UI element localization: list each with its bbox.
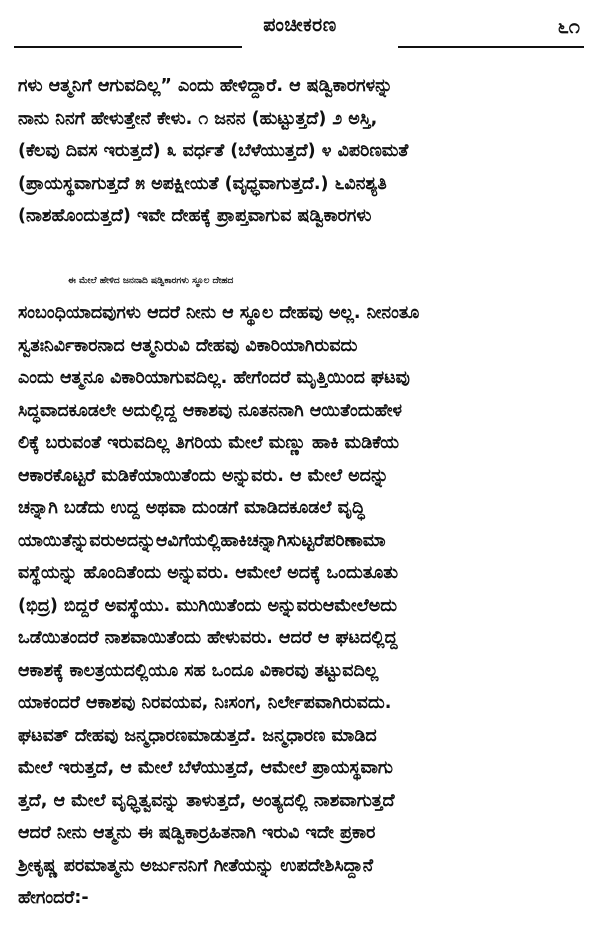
text-line: ಯಾಕಂದರೆ ಆಕಾಶವು ನಿರವಯವ, ನಿಃಸಂಗ, ನಿರ್ಲೇಪವಾಗಿರುವದು. xyxy=(18,693,392,713)
text-line: ತ್ತದೆ, ಆ ಮೇಲೆ ವೃಧ್ಧಿತ್ವವನ್ನು ತಾಳುತ್ತದೆ, ಅಂತ್ಯದಲ್ಲಿ ನಾಶವಾಗುತ್ತದೆ xyxy=(18,790,395,811)
text-line: ಈ ಮೇಲೆ ಹೇಳಿದ ಜನನಾದಿ ಷಡ್ವಿಕಾರಗಳು ಸ್ಥೂಲ ದೇಹದ xyxy=(68,275,234,286)
paragraph-2 xyxy=(18,265,584,915)
text-line: ನಾನು ನಿನಗೆ ಹೇಳುತ್ತೇನೆ ಕೇಳು. ೧ ಜನನ (ಹುಟ್ಟುತ್ತದೆ) ೨ ಅಸ್ತಿ, xyxy=(18,108,378,129)
body-text xyxy=(18,70,584,915)
page-number: ೬೧ xyxy=(557,14,580,38)
text-line: ಸಿದ್ಧವಾದಕೂಡಲೇ ಅದುಲ್ಲಿದ್ದ ಆಕಾಶವು ನೂತನನಾಗಿ ಆಯಿತೆಂದುಹೇಳ xyxy=(18,400,403,421)
text-line: ಒಡೆಯಿತಂದರೆ ನಾಶವಾಯಿತೆಂದು ಹೇಳುವರು. ಆದರೆ ಆ ಘಟದಲ್ಲಿದ್ದ xyxy=(18,628,398,648)
text-line: ಸಂಬಂಧಿಯಾದವುಗಳು ಆದರೆ ನೀನು ಆ ಸ್ಥೂಲ ದೇಹವು ಅಲ್ಲ. ನೀನಂತೂ xyxy=(18,303,420,323)
text-line: (ನಾಶಹೊಂದುತ್ತದೆ) ಇವೇ ದೇಹಕ್ಕೆ ಪ್ರಾಪ್ತವಾಗುವ ಷಡ್ವಿಕಾರಗಳು xyxy=(18,206,372,226)
text-line: ಆಕಾರಕೊಟ್ಟರೆ ಮಡಿಕೆಯಾಯಿತೆಂದು ಅನ್ನುವರು. ಆ ಮೇಲೆ ಅದನ್ನು xyxy=(18,465,389,486)
text-line: ಮೇಲೆ ಇರುತ್ತದೆ, ಆ ಮೇಲೆ ಬೆಳೆಯುತ್ತದೆ, ಆಮೇಲೆ ಪ್ರಾಯಸ್ಥವಾಗು xyxy=(18,758,393,778)
text-line: ಎಂದು ಆತ್ಮನೂ ವಿಕಾರಿಯಾಗುವದಿಲ್ಲ. ಹೇಗೆಂದರೆ ಮೃತ್ತಿಯಿಂದ ಘಟವು xyxy=(18,368,410,388)
text-line: ಯಾಯಿತೆನ್ನುವರುಅದನ್ನುಆವಿಗೆಯಲ್ಲಿಹಾಕಿಚನ್ನಾಗಿಸುಟ್ಟರೆಪರಿಣಾಮಾ xyxy=(18,530,386,551)
text-line: ಶ್ರೀಕೃಷ್ಣ ಪರಮಾತ್ಮನು ಅರ್ಜುನನಿಗೆ ಗೀತೆಯನ್ನು ಉಪದೇಶಿಸಿದ್ದಾನೆ xyxy=(18,855,374,876)
paragraph-1 xyxy=(18,70,584,233)
page-header xyxy=(0,0,600,58)
text-line: ಸ್ವತಃನಿರ್ವಿಕಾರನಾದ ಆತ್ಮನಿರುವಿ ದೇಹವು ವಿಕಾರಿಯಾಗಿರುವದು xyxy=(18,335,358,356)
header-rule-right xyxy=(398,46,584,48)
header-rule-left xyxy=(14,46,242,48)
text-line: ಚನ್ನಾಗಿ ಬಡೆದು ಉದ್ದ ಅಥವಾ ದುಂಡಗೆ ಮಾಡಿದಕೂಡಲೆ ವೃದ್ಧಿ xyxy=(18,498,365,518)
text-line: ಹೇಗಂದರೆ:- xyxy=(18,888,89,908)
text-line: ಗಳು ಆತ್ಮನಿಗೆ ಆಗುವದಿಲ್ಲ” ಎಂದು ಹೇಳಿದ್ದಾರೆ. ಆ ಷಡ್ವಿಕಾರಗಳನ್ನು xyxy=(18,76,393,96)
text-line: (ಪ್ರಾಯಸ್ಥವಾಗುತ್ತದೆ ೫ ಅಪಕ್ಷೀಯತೆ (ವೃಧ್ಧವಾಗುತ್ತದೆ.) ೬ವಿನಶ್ಯತಿ xyxy=(18,173,387,194)
text-line: ಆದರೆ ನೀನು ಆತ್ಮನು ಈ ಷಡ್ವಿಕಾರ್ರಹಿತನಾಗಿ ಇರುವಿ ಇದೇ ಪ್ರಕಾರ xyxy=(18,823,376,843)
text-line: (ಭಿದ್ರ) ಬಿದ್ದರೆ ಅವಸ್ಥೆಯು. ಮುಗಿಯಿತೆಂದು ಅನ್ನುವರುಆಮೇಲೆಅದು xyxy=(18,595,398,616)
text-line: (ಕೆಲವು ದಿವಸ ಇರುತ್ತದೆ) ೩ ವರ್ಧತೆ (ಬೆಳೆಯುತ್ತದೆ) ೪ ವಿಪರಿಣಮತೆ xyxy=(18,141,409,161)
text-line: ಆಕಾಶಕ್ಕೆ ಕಾಲತ್ರಯದಲ್ಲಿಯೂ ಸಹ ಒಂದೂ ವಿಕಾರವು ತಟ್ಟುವದಿಲ್ಲ xyxy=(18,660,379,681)
running-title: ಪಂಚೀಕರಣ xyxy=(263,14,337,36)
text-line: ವಸ್ಥೆಯನ್ನು ಹೊಂದಿತೆಂದು ಅನ್ನುವರು. ಆಮೇಲೆ ಅದಕ್ಕೆ ಒಂದುತೂತು xyxy=(18,563,399,583)
text-line: ಲಿಕ್ಕೆ ಬರುವಂತೆ ಇರುವದಿಲ್ಲ ತಿಗರಿಯ ಮೇಲೆ ಮಣ್ಣು ಹಾಕಿ ಮಡಿಕೆಯ xyxy=(18,433,399,453)
text-line: ಘಟವತ್ ದೇಹವು ಜನ್ಮಧಾರಣಮಾಡುತ್ತದೆ. ಜನ್ಮಧಾರಣ ಮಾಡಿದ xyxy=(18,725,377,746)
